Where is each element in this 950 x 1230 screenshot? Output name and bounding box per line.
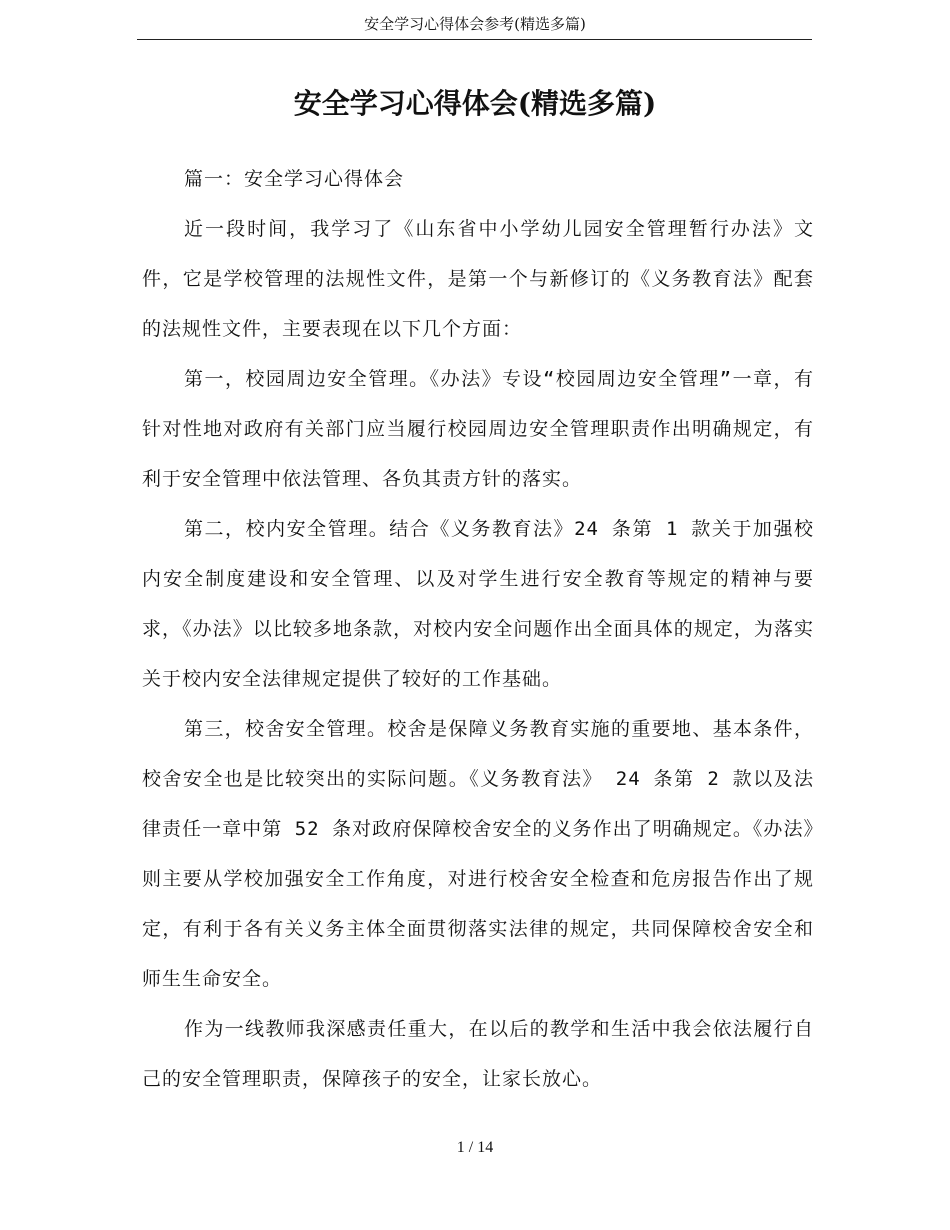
- header-divider: [137, 39, 812, 40]
- body-paragraph: 作为一线教师我深感责任重大，在以后的教学和生活中我会依法履行自己的安全管理职责，保障孩子的安全，让家长放心。: [142, 1018, 814, 1090]
- running-header: 安全学习心得体会参考(精选多篇): [364, 15, 586, 33]
- page-number: 1 / 14: [456, 1139, 494, 1156]
- body-paragraph: 第一，校园周边安全管理。《办法》专设“校园周边安全管理”一章，有针对性地对政府有关部门应当履行校园周边安全管理职责作出明确规定，有利于安全管理中依法管理、各负其责方针的落实。: [142, 368, 814, 490]
- section-heading: 篇一：安全学习心得体会: [184, 168, 405, 190]
- body-paragraph: 第二，校内安全管理。结合《义务教育法》24 条第 1 款关于加强校内安全制度建设和安全管理、以及对学生进行安全教育等规定的精神与要求，《办法》以比较多地条款，对校内安全问题作出全面具体的规定，为落实关于校内安全法律规定提供了较好的工作基础。: [142, 518, 814, 690]
- document-title: 安全学习心得体会(精选多篇): [293, 87, 657, 120]
- body-paragraph: 近一段时间，我学习了《山东省中小学幼儿园安全管理暂行办法》文件，它是学校管理的法规性文件，是第一个与新修订的《义务教育法》配套的法规性文件，主要表现在以下几个方面：: [142, 218, 814, 340]
- document-body: [142, 154, 814, 1104]
- body-paragraph: 第三，校舍安全管理。校舍是保障义务教育实施的重要地、基本条件，校舍安全也是比较突出的实际问题。《义务教育法》 24 条第 2 款以及法律责任一章中第 52 条对政府保障校舍安全的义务作出了明确规定。《办法》则主要从学校加强安全工作角度，对进行校舍安全检查和危房报告作出了规定，有利于各有关义务主体全面贯彻落实法律的规定，共同保障校舍安全和师生生命安全。: [142, 718, 814, 990]
